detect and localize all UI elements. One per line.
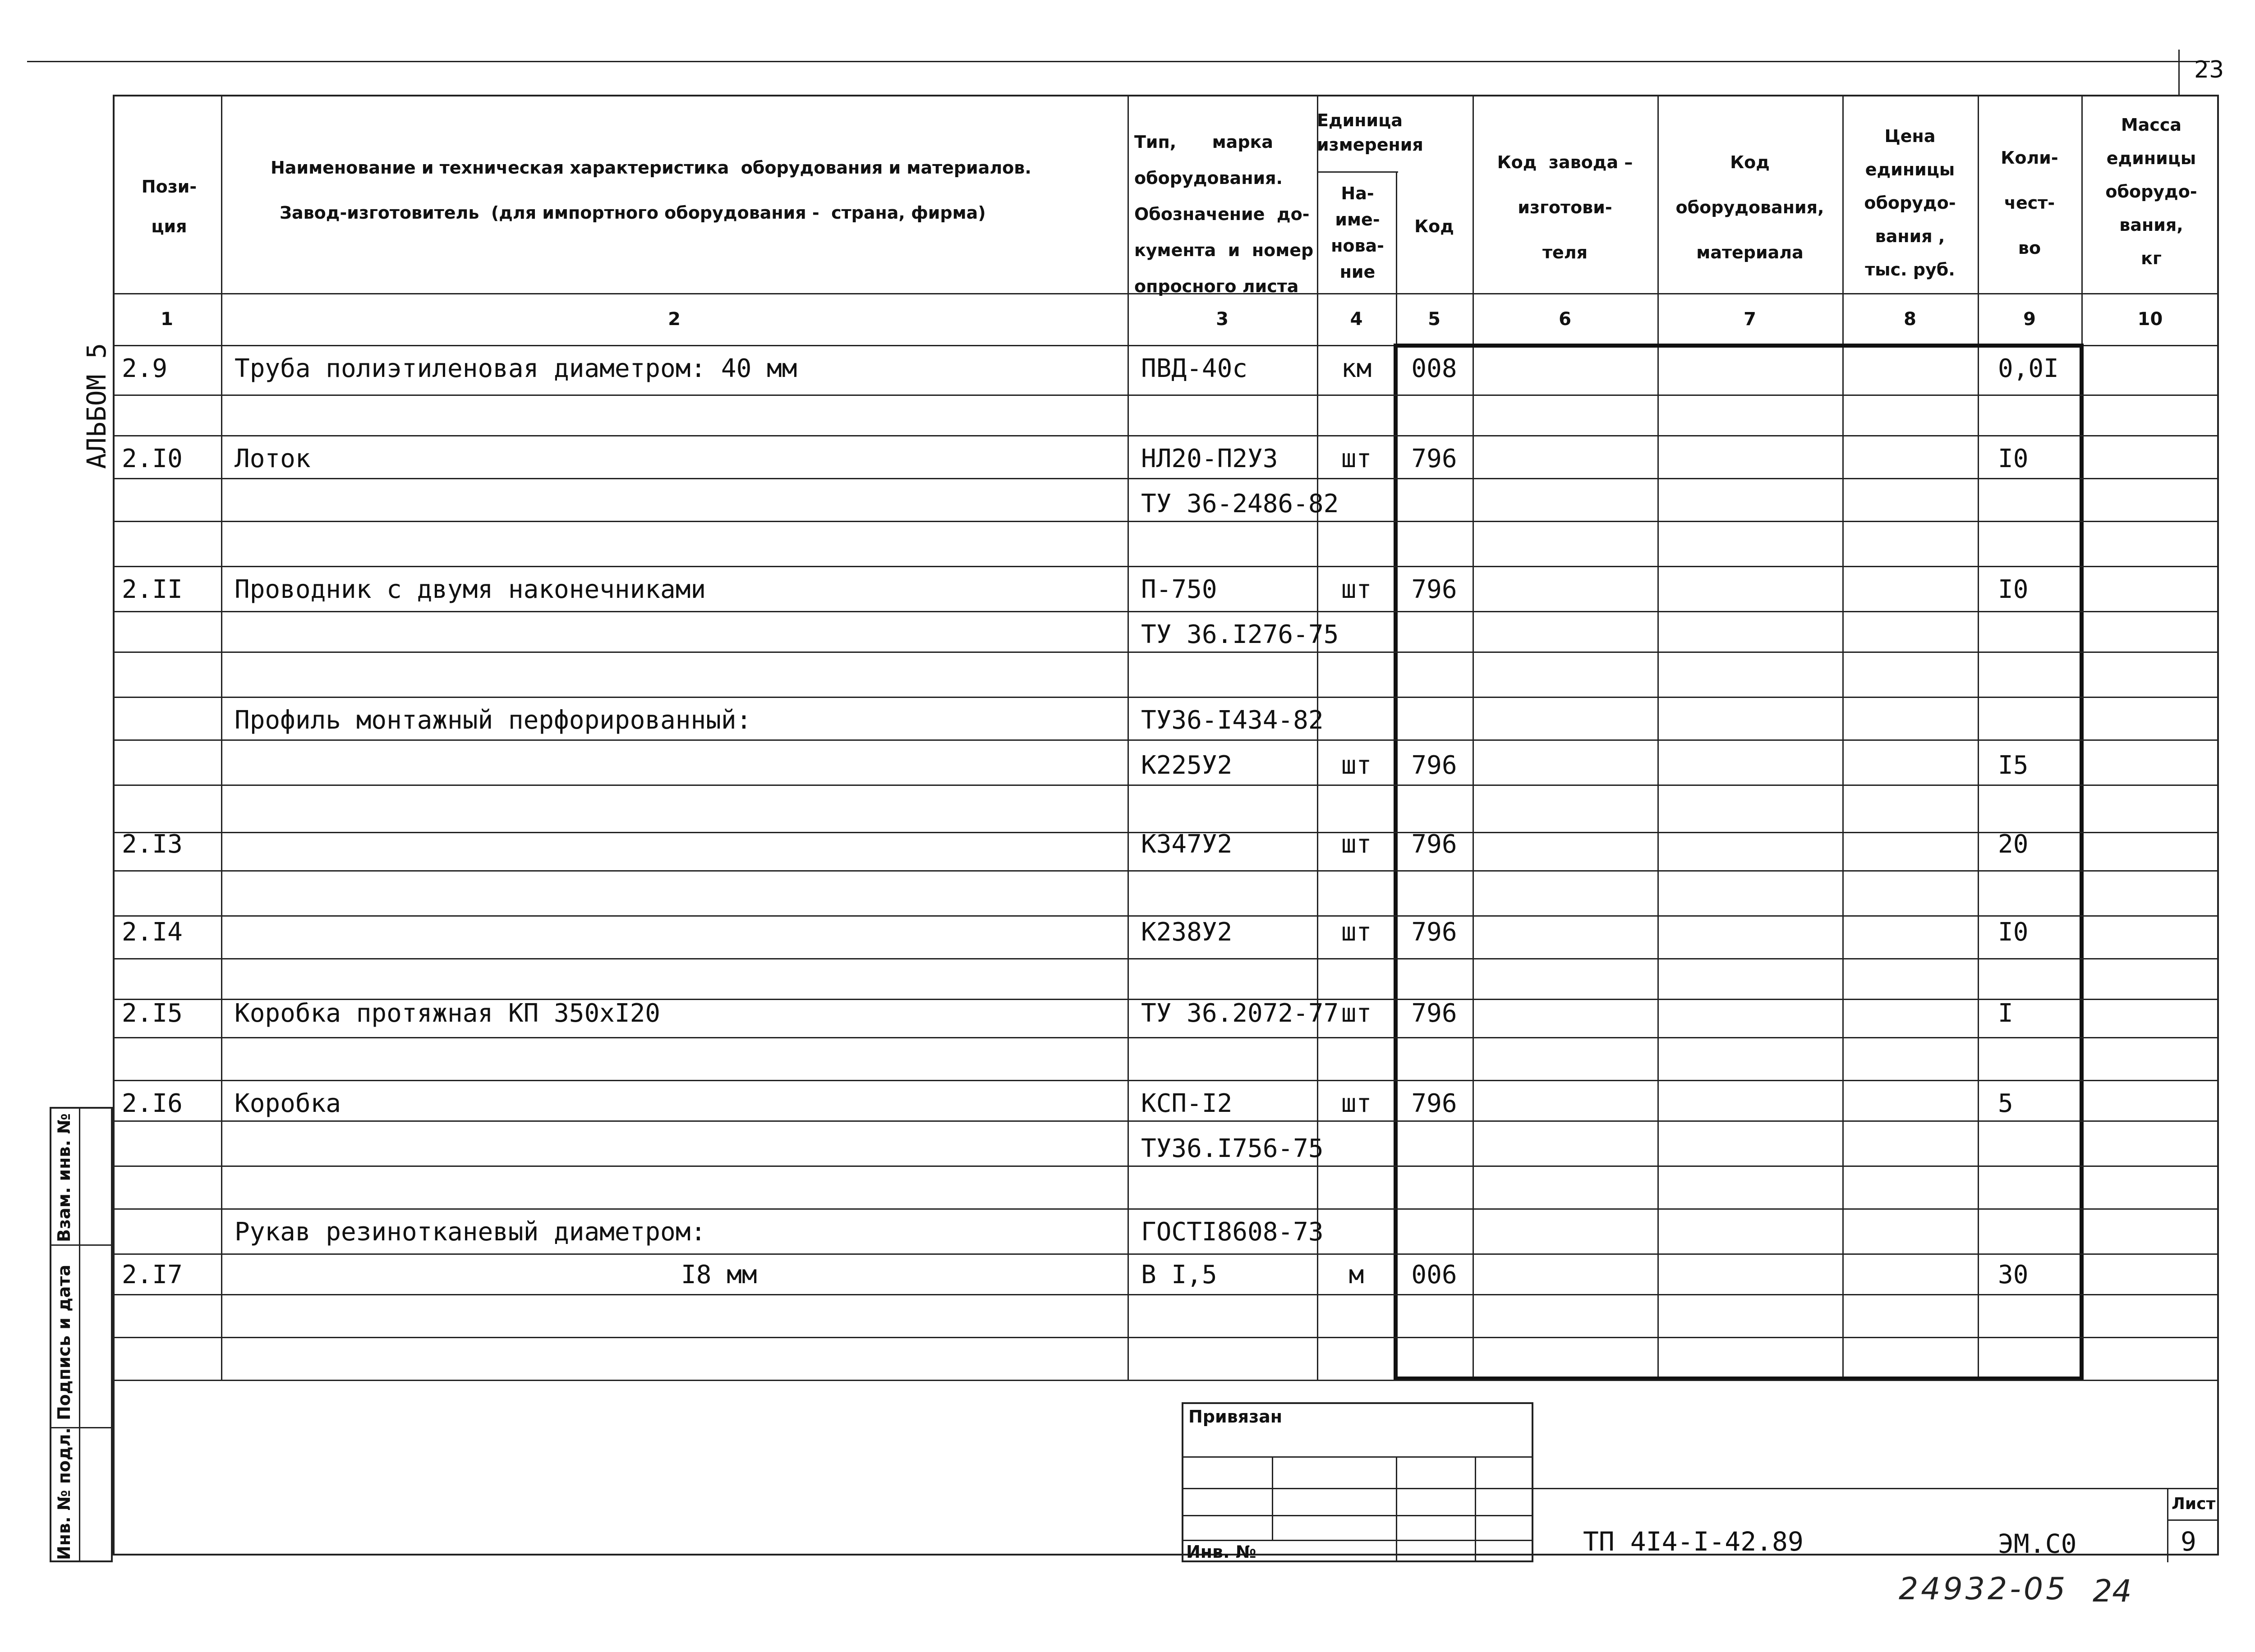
tb-rule-4 (1182, 1540, 1533, 1541)
row-quantity: 20 (1998, 830, 2029, 859)
row-code: 796 (1411, 575, 1457, 604)
row-unit: шт (1341, 444, 1372, 473)
row-unit: км (1341, 354, 1372, 383)
tb-vline-2 (1396, 1456, 1397, 1562)
row-rule (113, 915, 2219, 917)
row-quantity: I5 (1998, 751, 2029, 780)
row-position: 2.9 (122, 354, 168, 383)
album-label: АЛЬБОМ 5 (81, 343, 112, 469)
row-name: I8 мм (681, 1260, 757, 1289)
row-name: Рукав резинотканевый диаметром: (235, 1217, 706, 1247)
row-name: Коробка протяжная КП 350хI20 (235, 999, 661, 1028)
page-number: 23 (2194, 56, 2224, 83)
row-code: 796 (1411, 999, 1457, 1028)
row-rule (113, 697, 2219, 698)
col-line-1 (221, 95, 222, 1380)
row-position: 2.I6 (122, 1089, 183, 1118)
tb-rule-3 (1182, 1515, 1533, 1516)
side-stamp-rule-1 (50, 1244, 113, 1246)
row-unit: шт (1341, 1089, 1372, 1118)
colnum-8: 8 (1904, 309, 1916, 330)
side-stamp-podpis: Подпись и дата (54, 1264, 74, 1420)
row-rule (113, 1166, 2219, 1167)
row-code: 796 (1411, 444, 1457, 473)
row-rule (113, 1380, 2219, 1381)
colnum-10: 10 (2137, 309, 2163, 330)
tb-main-top (1533, 1488, 2219, 1489)
colnum-3: 3 (1216, 309, 1229, 330)
row-type: ТУ 36.I276-75 (1141, 620, 1339, 649)
side-stamp-inv-podl: Инв. № подл. (54, 1427, 74, 1560)
row-quantity: I0 (1998, 444, 2029, 473)
row-code: 796 (1411, 751, 1457, 780)
row-code: 796 (1411, 918, 1457, 947)
colnum-7: 7 (1744, 309, 1756, 330)
row-quantity: I0 (1998, 918, 2029, 947)
header-unit-group: Единица измерения (1317, 110, 1423, 155)
unit-group-rule (1317, 171, 1398, 173)
row-type: ТУ36.I756-75 (1141, 1134, 1324, 1163)
row-quantity: 5 (1998, 1089, 2013, 1118)
col-line-3 (1317, 95, 1318, 1380)
row-position: 2.I3 (122, 830, 183, 859)
tb-list-rule (2167, 1519, 2219, 1521)
handwritten-page: 24 (2093, 1574, 2132, 1609)
col-line-2 (1128, 95, 1129, 1380)
row-rule (113, 1253, 2219, 1255)
row-name: Лоток (235, 444, 311, 473)
side-stamp-vzam: Взам. инв. № (54, 1113, 74, 1242)
row-code: 008 (1411, 354, 1457, 383)
row-type: НЛ20-П2У3 (1141, 444, 1278, 473)
row-rule (113, 1120, 2219, 1122)
header-col4: На- име- нова- ние (1331, 184, 1384, 282)
tb-privyazan: Привязан (1188, 1407, 1283, 1427)
row-rule (113, 478, 2219, 479)
row-rule (113, 870, 2219, 872)
row-type: ГОСТI8608-73 (1141, 1217, 1324, 1247)
header-col2-line1: Наименование и техническая характеристика оборудования и материалов. (271, 158, 1031, 178)
tb-list-label: Лист (2172, 1495, 2216, 1513)
row-unit: шт (1341, 575, 1372, 604)
row-rule (113, 395, 2219, 396)
row-rule (113, 1208, 2219, 1210)
row-rule (113, 1080, 2219, 1081)
tb-rule-2 (1182, 1488, 1533, 1489)
tb-doc-code: ТП 4I4-I-42.89 (1583, 1526, 1804, 1557)
colnum-1: 1 (161, 309, 173, 330)
row-type: К225У2 (1141, 751, 1233, 780)
row-rule (113, 739, 2219, 741)
row-code: 796 (1411, 1089, 1457, 1118)
row-quantity: 30 (1998, 1260, 2029, 1289)
page-number-divider (2178, 50, 2180, 95)
row-position: 2.I7 (122, 1260, 183, 1289)
row-type: ТУ36-I434-82 (1141, 706, 1324, 735)
row-type: К347У2 (1141, 830, 1233, 859)
row-name: Профиль монтажный перфорированный: (235, 706, 752, 735)
row-rule (113, 1337, 2219, 1338)
row-rule (113, 785, 2219, 786)
row-type: П-750 (1141, 575, 1217, 604)
side-stamp-divider (79, 1107, 80, 1562)
row-name: Труба полиэтиленовая диаметром: 40 мм (235, 354, 797, 383)
row-rule (113, 958, 2219, 959)
row-type: В I,5 (1141, 1260, 1217, 1289)
row-position: 2.II (122, 575, 183, 604)
row-rule (113, 435, 2219, 436)
tb-vline-1 (1272, 1456, 1273, 1540)
row-rule (113, 1294, 2219, 1295)
row-quantity: 0,0I (1998, 354, 2059, 383)
tb-list-number: 9 (2181, 1526, 2196, 1557)
colnum-4: 4 (1350, 309, 1363, 330)
colnum-2: 2 (668, 309, 681, 330)
row-rule (113, 652, 2219, 653)
colnum-9: 9 (2023, 309, 2036, 330)
header-col8: Цена единицы оборудо- вания , тыс. руб. (1864, 126, 1956, 280)
row-name: Коробка (235, 1089, 341, 1118)
header-col9: Коли- чест- во (2001, 148, 2058, 258)
header-col2-line2: Завод-изготовитель (для импортного оборудования - страна, фирма) (280, 203, 986, 223)
row-position: 2.I4 (122, 918, 183, 947)
row-type: ПВД-40с (1141, 354, 1248, 383)
thick-frame (1394, 344, 2084, 1381)
tb-vline-3 (1475, 1456, 1476, 1562)
row-quantity: I0 (1998, 575, 2029, 604)
row-rule (113, 611, 2219, 612)
row-unit: шт (1341, 999, 1372, 1028)
header-col3: Тип, марка оборудования. Обозначение до- кумента и номер опросного листа (1134, 132, 1314, 296)
row-rule (113, 1037, 2219, 1038)
header-col1: Пози- ция (141, 177, 197, 236)
colnum-5: 5 (1428, 309, 1440, 330)
header-col6: Код завода – изготови- теля (1497, 152, 1633, 262)
row-rule (113, 566, 2219, 567)
row-unit: шт (1341, 751, 1372, 780)
header-col10: Масса единицы оборудо- вания, кг (2105, 115, 2197, 268)
tb-list-divider (2167, 1488, 2168, 1562)
row-quantity: I (1998, 999, 2013, 1028)
row-position: 2.I5 (122, 999, 183, 1028)
row-type: КСП-I2 (1141, 1089, 1233, 1118)
row-unit: м (1348, 1260, 1364, 1289)
row-code: 796 (1411, 830, 1457, 859)
header-col5: Код (1414, 216, 1454, 236)
header-col7: Код оборудования, материала (1675, 152, 1824, 262)
row-unit: шт (1341, 830, 1372, 859)
row-name: Проводник с двумя наконечниками (235, 575, 706, 604)
row-rule (113, 521, 2219, 522)
row-unit: шт (1341, 918, 1372, 947)
row-type: ТУ 36.2072-77 (1141, 999, 1339, 1028)
row-type: ТУ 36-2486-82 (1141, 489, 1339, 519)
row-position: 2.I0 (122, 444, 183, 473)
row-type: К238У2 (1141, 918, 1233, 947)
tb-mark: ЭМ.С0 (1998, 1528, 2077, 1559)
tb-rule-1 (1182, 1456, 1533, 1458)
tb-inv-no: Инв. № (1186, 1542, 1256, 1562)
colnum-6: 6 (1559, 309, 1571, 330)
row-code: 006 (1411, 1260, 1457, 1289)
handwritten-footer: 24932-05 (1899, 1571, 2068, 1607)
top-rule (27, 61, 2210, 62)
